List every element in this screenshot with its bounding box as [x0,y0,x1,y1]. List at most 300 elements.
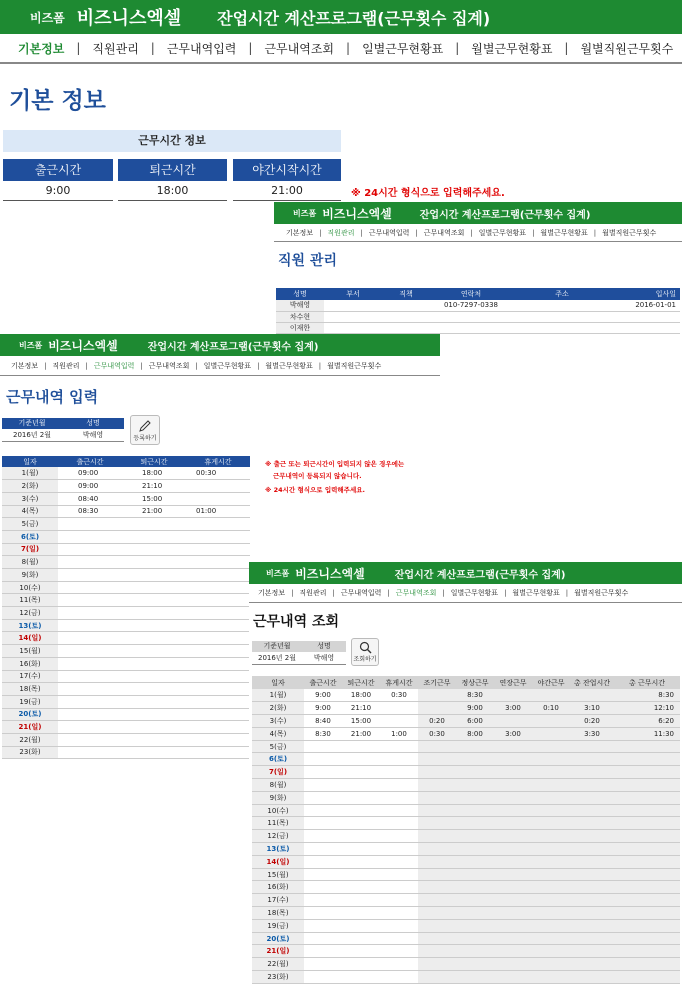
cell-rest[interactable] [186,492,250,505]
tab-work-query[interactable]: 근무내역조회 [264,41,335,56]
cell-rest[interactable] [186,518,250,531]
table-row[interactable] [2,721,250,734]
cell-out[interactable] [122,721,186,734]
tab-work-query[interactable]: 근무내역조회 [395,589,437,597]
cell-in[interactable] [58,556,122,569]
cell-address[interactable] [512,300,612,311]
table-row[interactable] [252,855,680,868]
cell-day: 10(수) [252,804,304,817]
cell-8 [570,907,614,920]
table-row[interactable] [252,907,680,920]
app-header [0,0,682,34]
cell-out[interactable]: 21:10 [122,480,186,493]
label-name: 성명 [86,419,100,427]
cell-rest[interactable]: 01:00 [186,505,250,518]
cell-position[interactable] [382,311,430,322]
cell-1 [304,868,342,881]
cell-rest[interactable] [186,607,250,620]
cell-out[interactable] [122,556,186,569]
time-col-out [118,159,227,201]
cell-in[interactable] [58,670,122,683]
cell-day: 2(화) [252,702,304,715]
cell-day[interactable]: 5(금) [2,518,58,531]
tab-monthly-status[interactable]: 월별근무현황표 [540,228,588,237]
cell-out[interactable] [122,569,186,582]
table-row[interactable] [2,530,250,543]
cell-3: 0:30 [380,689,418,702]
cell-in[interactable] [58,543,122,556]
cell-3: 1:00 [380,727,418,740]
name-field[interactable]: 박해영 [313,654,335,662]
cell-6 [494,753,532,766]
cell-join-date[interactable] [612,311,680,322]
query-table [252,676,680,984]
tab-basic-info[interactable]: 기본정보 [258,589,286,597]
cell-5 [456,894,494,907]
cell-6: 3:00 [494,702,532,715]
tab-basic-info[interactable]: 기본정보 [18,41,65,56]
cell-out[interactable] [122,581,186,594]
table-row[interactable] [2,733,250,746]
cell-in[interactable] [58,657,122,670]
tab-staff[interactable]: 직원관리 [327,228,355,237]
cell-rest[interactable] [186,708,250,721]
table-row[interactable] [2,467,250,480]
table-row[interactable] [252,766,680,779]
cell-8 [570,894,614,907]
tab-basic-info[interactable]: 기본정보 [11,361,39,370]
cell-out[interactable] [122,683,186,696]
cell-day: 13(토) [252,843,304,856]
table-row[interactable] [2,518,250,531]
cell-rest[interactable] [186,645,250,658]
cell-out[interactable]: 18:00 [122,467,186,480]
cell-9: 12:10 [614,702,680,715]
cell-out[interactable] [122,543,186,556]
cell-dept[interactable] [324,300,382,311]
table-row[interactable] [2,670,250,683]
cell-rest[interactable] [186,683,250,696]
tab-basic-info[interactable]: 기본정보 [286,228,314,237]
col-0: 일자 [252,676,304,689]
cell-9: 11:30 [614,727,680,740]
cell-4 [418,855,456,868]
table-row[interactable] [252,779,680,792]
col-5: 정상근무 [456,676,494,689]
table-row[interactable] [276,311,680,322]
cell-rest[interactable] [186,721,250,734]
tab-work-entry[interactable]: 근무내역입력 [166,41,237,56]
cell-5 [456,971,494,984]
cell-join-date[interactable]: 2016-01-01 [612,300,680,311]
tab-staff[interactable]: 직원관리 [299,589,327,597]
cell-position[interactable] [382,322,430,333]
col-address: 주소 [512,288,612,300]
cell-day[interactable]: 12(금) [2,607,58,620]
cell-in[interactable] [58,695,122,708]
col-dept: 부서 [324,288,382,300]
cell-day[interactable]: 23(화) [2,746,58,759]
start-time-input[interactable]: 9:00 [3,181,113,201]
tab-work-entry[interactable]: 근무내역입력 [93,361,135,370]
table-row[interactable] [2,594,250,607]
cell-in[interactable] [58,708,122,721]
cell-5 [456,945,494,958]
cell-rest[interactable] [186,480,250,493]
table-row[interactable] [276,322,680,333]
cell-3 [380,753,418,766]
cell-9 [614,932,680,945]
table-row[interactable] [2,505,250,518]
cell-in[interactable]: 09:00 [58,467,122,480]
cell-in[interactable]: 08:40 [58,492,122,505]
cell-7 [532,779,570,792]
cell-1 [304,894,342,907]
cell-2: 21:00 [342,727,380,740]
col-join-date: 입사일 [612,288,680,300]
cell-9 [614,753,680,766]
table-row[interactable] [2,619,250,632]
tab-work-query[interactable]: 근무내역조회 [423,228,465,237]
table-row[interactable] [2,683,250,696]
cell-day[interactable]: 7(일) [2,543,58,556]
tab-monthly-count[interactable]: 월별직원근무횟수 [602,228,657,237]
entry-app-header [0,334,440,356]
cell-3 [380,766,418,779]
cell-day: 5(금) [252,740,304,753]
cell-5 [456,779,494,792]
cell-in[interactable] [58,594,122,607]
cell-day[interactable]: 2(화) [2,480,58,493]
cell-day[interactable]: 1(월) [2,467,58,480]
cell-out[interactable] [122,594,186,607]
tab-monthly-count[interactable]: 월별직원근무횟수 [580,41,674,56]
cell-9 [614,868,680,881]
cell-out[interactable]: 15:00 [122,492,186,505]
cell-out[interactable] [122,670,186,683]
table-row[interactable] [252,702,680,715]
table-row[interactable] [252,843,680,856]
cell-rest[interactable] [186,530,250,543]
cell-rest[interactable] [186,543,250,556]
cell-6 [494,715,532,728]
cell-2 [342,843,380,856]
cell-in[interactable] [58,569,122,582]
cell-day[interactable]: 13(토) [2,619,58,632]
cell-4 [418,932,456,945]
col-6: 연장근무 [494,676,532,689]
tab-work-query[interactable]: 근무내역조회 [148,361,190,370]
cell-7 [532,958,570,971]
cell-rest[interactable]: 00:30 [186,467,250,480]
table-row[interactable] [2,480,250,493]
table-row[interactable] [2,581,250,594]
cell-day[interactable]: 20(토) [2,708,58,721]
cell-rest[interactable] [186,746,250,759]
cell-day[interactable]: 22(월) [2,733,58,746]
cell-1 [304,881,342,894]
cell-9 [614,843,680,856]
cell-day[interactable]: 8(월) [2,556,58,569]
cell-2 [342,766,380,779]
night-start-input[interactable]: 21:00 [233,181,341,201]
cell-name[interactable]: 차수현 [276,311,324,322]
cell-9 [614,907,680,920]
cell-6 [494,740,532,753]
cell-1: 8:40 [304,715,342,728]
cell-6 [494,881,532,894]
cell-in[interactable] [58,645,122,658]
cell-day[interactable]: 14(일) [2,632,58,645]
cell-6 [494,971,532,984]
tab-daily-status[interactable]: 일별근무현황표 [478,228,527,237]
table-row[interactable] [252,919,680,932]
cell-in[interactable] [58,746,122,759]
staff-screen [274,202,682,342]
table-row[interactable] [252,932,680,945]
cell-out[interactable] [122,607,186,620]
query-label: 조회하기 [353,656,377,663]
table-row[interactable] [2,708,250,721]
cell-day[interactable]: 11(목) [2,594,58,607]
cell-day[interactable]: 15(월) [2,645,58,658]
col-2: 퇴근시간 [342,676,380,689]
table-row[interactable] [252,715,680,728]
col-8: 총 잔업시간 [570,676,614,689]
cell-8 [570,919,614,932]
query-button[interactable] [351,638,379,666]
cell-phone[interactable]: 010-7297-0338 [430,300,512,311]
cell-5 [456,843,494,856]
table-row[interactable] [2,695,250,708]
table-row[interactable] [252,817,680,830]
brand-logo: 비즈니스엑셀 [76,8,182,29]
cell-4 [418,766,456,779]
tab-work-entry[interactable]: 근무내역입력 [368,228,410,237]
tab-monthly-status[interactable]: 월별근무현황표 [265,361,313,370]
table-row[interactable] [252,958,680,971]
table-row[interactable] [252,727,680,740]
table-row[interactable] [2,746,250,759]
table-row[interactable] [2,556,250,569]
cell-5: 6:00 [456,715,494,728]
cell-day: 4(목) [252,727,304,740]
cell-in[interactable] [58,518,122,531]
table-row[interactable] [252,881,680,894]
cell-phone[interactable] [430,322,512,333]
cell-day: 14(일) [252,855,304,868]
cell-5 [456,817,494,830]
cell-day[interactable]: 16(화) [2,657,58,670]
cell-day[interactable]: 10(수) [2,581,58,594]
cell-day: 11(목) [252,817,304,830]
table-row[interactable] [252,791,680,804]
cell-dept[interactable] [324,322,382,333]
cell-dept[interactable] [324,311,382,322]
table-row[interactable] [252,804,680,817]
cell-out[interactable] [122,518,186,531]
table-row[interactable] [252,971,680,984]
cell-3 [380,894,418,907]
cell-day[interactable]: 4(목) [2,505,58,518]
cell-join-date[interactable] [612,322,680,333]
cell-out[interactable] [122,645,186,658]
cell-6 [494,830,532,843]
cell-2 [342,868,380,881]
cell-address[interactable] [512,322,612,333]
col-position: 직책 [382,288,430,300]
table-row[interactable] [2,607,250,620]
cell-day[interactable]: 6(토) [2,530,58,543]
cell-7 [532,740,570,753]
tab-monthly-status[interactable]: 월별근무현황표 [471,41,553,56]
cell-in[interactable] [58,530,122,543]
cell-day[interactable]: 18(목) [2,683,58,696]
table-row[interactable] [2,645,250,658]
cell-day: 18(목) [252,907,304,920]
cell-6 [494,817,532,830]
cell-9 [614,945,680,958]
cell-7 [532,727,570,740]
cell-name[interactable]: 박해영 [276,300,324,311]
tab-staff[interactable]: 직원관리 [92,41,139,56]
cell-8 [570,804,614,817]
tab-monthly-count[interactable]: 월별직원근무횟수 [327,361,382,370]
cell-1: 9:00 [304,702,342,715]
table-row[interactable] [252,830,680,843]
cell-day: 19(금) [252,919,304,932]
table-row[interactable] [2,657,250,670]
tab-monthly-status[interactable]: 월별근무현황표 [512,589,560,597]
tab-daily-status[interactable]: 일별근무현황표 [450,589,499,597]
cell-day: 1(월) [252,689,304,702]
brand-small: 비즈폼 [19,340,43,350]
cell-9 [614,779,680,792]
cell-in[interactable] [58,581,122,594]
col-phone: 연락처 [430,288,512,300]
table-row[interactable] [252,689,680,702]
cell-4 [418,791,456,804]
cell-in[interactable] [58,607,122,620]
table-row[interactable] [2,569,250,582]
cell-2 [342,855,380,868]
cell-2 [342,919,380,932]
cell-name[interactable]: 이재한 [276,322,324,333]
cell-rest[interactable] [186,594,250,607]
brand-logo: 비즈니스엑셀 [322,206,392,221]
cell-7 [532,817,570,830]
cell-out[interactable] [122,530,186,543]
tab-work-entry[interactable]: 근무내역입력 [340,589,382,597]
ym-field[interactable]: 2016년 2월 [257,654,297,662]
cell-day[interactable]: 19(금) [2,695,58,708]
page-title: 기본 정보 [9,88,106,114]
cell-day[interactable]: 17(수) [2,670,58,683]
cell-rest[interactable] [186,695,250,708]
cell-in[interactable] [58,721,122,734]
cell-2 [342,791,380,804]
cell-out[interactable] [122,708,186,721]
cell-in[interactable] [58,733,122,746]
cell-out[interactable] [122,733,186,746]
cell-1 [304,958,342,971]
cell-in[interactable]: 08:30 [58,505,122,518]
table-row[interactable] [252,945,680,958]
cell-day[interactable]: 21(일) [2,721,58,734]
cell-out[interactable] [122,695,186,708]
table-row[interactable] [252,740,680,753]
table-row[interactable] [2,632,250,645]
tab-daily-status[interactable]: 일별근무현황표 [203,361,252,370]
cell-rest[interactable] [186,569,250,582]
query-filter [252,641,346,665]
cell-9 [614,830,680,843]
cell-rest[interactable] [186,670,250,683]
table-row[interactable] [252,868,680,881]
cell-out[interactable] [122,632,186,645]
cell-2 [342,753,380,766]
cell-1 [304,932,342,945]
cell-rest[interactable] [186,581,250,594]
cell-in[interactable] [58,619,122,632]
cell-3 [380,932,418,945]
cell-8: 3:30 [570,727,614,740]
cell-day[interactable]: 9(화) [2,569,58,582]
table-row[interactable] [2,492,250,505]
work-query-screen [249,562,682,981]
cell-out[interactable] [122,619,186,632]
cell-in[interactable] [58,683,122,696]
cell-2 [342,932,380,945]
cell-in[interactable] [58,632,122,645]
name-field[interactable]: 박해영 [82,431,104,439]
cell-4 [418,753,456,766]
cell-address[interactable] [512,311,612,322]
tab-monthly-count[interactable]: 월별직원근무횟수 [574,589,629,597]
cell-3 [380,715,418,728]
cell-4 [418,919,456,932]
col-name: 성명 [276,288,324,300]
cell-out[interactable] [122,657,186,670]
cell-phone[interactable] [430,311,512,322]
tab-staff[interactable]: 직원관리 [52,361,80,370]
ym-field[interactable]: 2016년 2월 [12,431,52,439]
cell-rest[interactable] [186,632,250,645]
cell-rest[interactable] [186,733,250,746]
query-title: 근무내역 조회 [253,614,340,630]
table-row[interactable] [252,894,680,907]
cell-out[interactable] [122,746,186,759]
end-time-input[interactable]: 18:00 [118,181,227,201]
table-row[interactable] [276,300,680,311]
cell-5: 8:30 [456,689,494,702]
cell-day[interactable]: 3(수) [2,492,58,505]
cell-1 [304,753,342,766]
cell-rest[interactable] [186,657,250,670]
cell-9 [614,958,680,971]
cell-rest[interactable] [186,556,250,569]
table-row[interactable] [252,753,680,766]
tab-daily-status[interactable]: 일별근무현황표 [362,41,444,56]
cell-out[interactable]: 21:00 [122,505,186,518]
cell-rest[interactable] [186,619,250,632]
cell-position[interactable] [382,300,430,311]
table-row[interactable] [2,543,250,556]
cell-8 [570,843,614,856]
cell-in[interactable]: 09:00 [58,480,122,493]
app-title: 잔업시간 계산프로그램(근무횟수 집계) [217,8,491,28]
register-button[interactable] [130,415,160,445]
